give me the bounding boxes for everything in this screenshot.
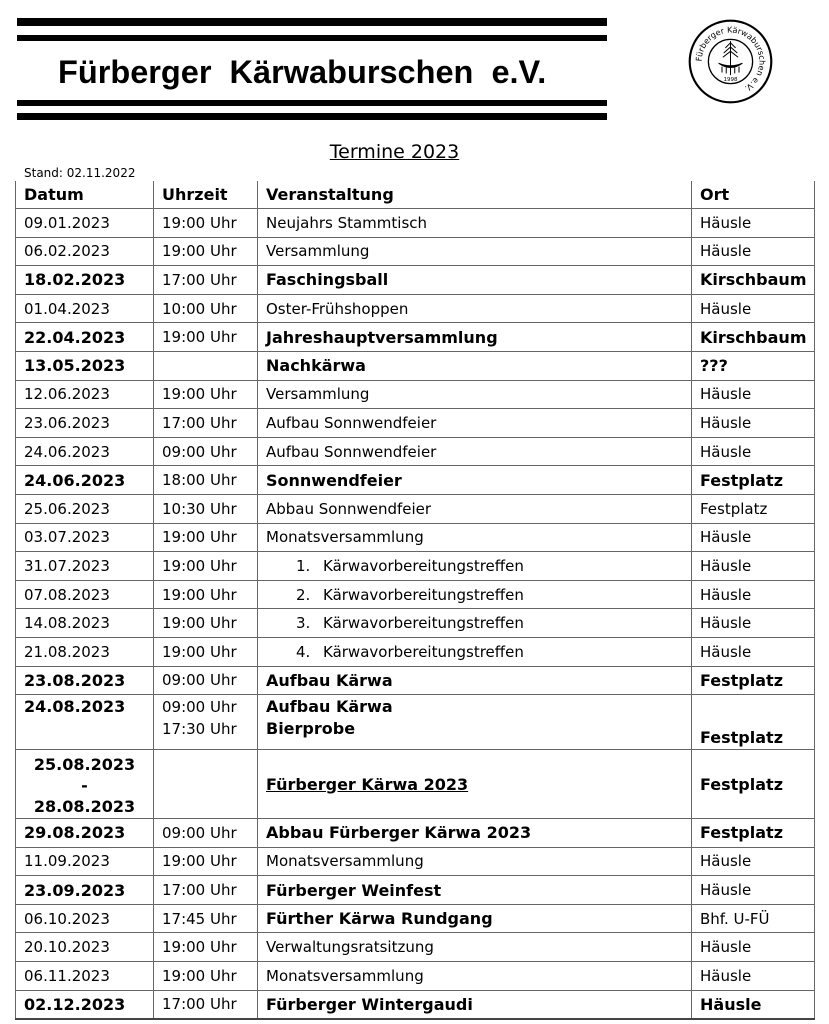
date-text: 12.06.2023 xyxy=(24,385,110,404)
date-text: 09.01.2023 xyxy=(24,213,110,232)
date-separator: - xyxy=(81,775,88,795)
date-text: 25.06.2023 xyxy=(24,499,110,518)
time-cell xyxy=(154,294,258,323)
time-cell xyxy=(154,209,258,238)
time-cell xyxy=(154,466,258,495)
place-text: Häusle xyxy=(700,938,752,957)
date-text: 14.08.2023 xyxy=(24,614,110,633)
time-text: 19:00 Uhr xyxy=(162,556,237,575)
event-text: Versammlung xyxy=(266,385,370,404)
table-row xyxy=(16,637,815,666)
time-text: 17:30 Uhr xyxy=(162,720,237,739)
place-cell xyxy=(692,847,815,876)
date-cell xyxy=(16,552,154,581)
time-text: 19:00 Uhr xyxy=(162,938,237,957)
event-cell xyxy=(258,847,692,876)
list-number: 3. xyxy=(296,614,311,633)
place-cell xyxy=(692,904,815,933)
place-cell xyxy=(692,876,815,905)
event-text: Fürberger Kärwa 2023 xyxy=(266,774,469,794)
time-cell xyxy=(154,323,258,352)
header-rule-4 xyxy=(17,113,607,120)
place-cell xyxy=(692,695,815,750)
event-cell xyxy=(258,904,692,933)
place-text: Kirschbaum xyxy=(700,327,807,347)
svg-text:Fürberger Kärwaburschen e.V.: Fürberger Kärwaburschen e.V. xyxy=(694,25,767,93)
date-cell xyxy=(16,876,154,905)
event-cell xyxy=(258,819,692,848)
place-cell xyxy=(692,323,815,352)
place-text: Häusle xyxy=(700,242,752,261)
event-cell xyxy=(258,637,692,666)
date-cell xyxy=(16,750,154,819)
place-cell xyxy=(692,294,815,323)
header-rule-1 xyxy=(17,18,607,26)
place-cell xyxy=(692,637,815,666)
date-text: 23.08.2023 xyxy=(24,670,126,690)
table-row xyxy=(16,409,815,438)
svg-text:1998: 1998 xyxy=(723,77,738,84)
place-text: Kirschbaum xyxy=(700,270,807,290)
date-text: 07.08.2023 xyxy=(24,585,110,604)
time-cell xyxy=(154,847,258,876)
time-text: 17:00 Uhr xyxy=(162,413,237,432)
time-text: 19:00 Uhr xyxy=(162,852,237,871)
place-text: Festplatz xyxy=(700,823,783,843)
place-text: Festplatz xyxy=(700,470,783,490)
table-row xyxy=(16,666,815,695)
time-cell xyxy=(154,580,258,609)
event-cell xyxy=(258,876,692,905)
event-text: Aufbau Sonnwendfeier xyxy=(266,413,437,432)
place-text: ??? xyxy=(700,356,728,376)
date-cell xyxy=(16,266,154,295)
place-cell xyxy=(692,666,815,695)
time-text: 19:00 Uhr xyxy=(162,242,237,261)
table-row xyxy=(16,609,815,638)
place-text: Häusle xyxy=(700,585,752,604)
date-text: 02.12.2023 xyxy=(24,994,126,1014)
document-title: Termine 2023 xyxy=(329,141,460,163)
place-text: Häusle xyxy=(700,642,752,661)
event-cell xyxy=(258,580,692,609)
place-cell xyxy=(692,609,815,638)
place-cell xyxy=(692,962,815,991)
date-cell xyxy=(16,523,154,552)
place-text: Häusle xyxy=(700,966,752,985)
time-cell xyxy=(154,437,258,466)
event-text: Oster-Frühshoppen xyxy=(266,299,409,318)
event-cell xyxy=(258,294,692,323)
date-cell xyxy=(16,237,154,266)
time-text: 19:00 Uhr xyxy=(162,528,237,547)
place-text: Bhf. U-FÜ xyxy=(700,909,770,928)
table-row xyxy=(16,552,815,581)
place-cell xyxy=(692,466,815,495)
column-header-date: Datum xyxy=(16,181,154,209)
time-cell xyxy=(154,695,258,750)
date-to: 28.08.2023 xyxy=(33,796,136,816)
event-text: Monatsversammlung xyxy=(266,966,424,985)
table-row xyxy=(16,294,815,323)
time-cell xyxy=(154,237,258,266)
event-cell xyxy=(258,695,692,750)
event-cell xyxy=(258,237,692,266)
column-header-place: Ort xyxy=(692,181,815,209)
date-cell xyxy=(16,294,154,323)
date-text: 23.09.2023 xyxy=(24,880,126,900)
date-text: 06.02.2023 xyxy=(24,242,110,261)
event-cell xyxy=(258,494,692,523)
table-row xyxy=(16,962,815,991)
club-seal-logo xyxy=(688,19,773,104)
time-text: 19:00 Uhr xyxy=(162,642,237,661)
table-row xyxy=(16,523,815,552)
place-text: Häusle xyxy=(700,299,752,318)
date-text: 31.07.2023 xyxy=(24,556,110,575)
time-cell xyxy=(154,819,258,848)
date-cell xyxy=(16,904,154,933)
place-cell xyxy=(692,523,815,552)
events-table xyxy=(15,181,815,1020)
date-cell xyxy=(16,695,154,750)
table-row xyxy=(16,266,815,295)
date-cell xyxy=(16,494,154,523)
place-cell xyxy=(692,990,815,1019)
table-row xyxy=(16,380,815,409)
event-text: Versammlung xyxy=(266,242,370,261)
event-text: Aufbau Sonnwendfeier xyxy=(266,442,437,461)
place-cell xyxy=(692,409,815,438)
place-text: Häusle xyxy=(700,881,752,900)
date-text: 20.10.2023 xyxy=(24,938,110,957)
date-text: 06.10.2023 xyxy=(24,909,110,928)
table-row xyxy=(16,437,815,466)
event-text: Bierprobe xyxy=(266,719,356,739)
time-text: 09:00 Uhr xyxy=(162,823,237,842)
time-cell xyxy=(154,750,258,819)
time-text: 19:00 Uhr xyxy=(162,385,237,404)
time-text: 10:30 Uhr xyxy=(162,499,237,518)
place-text: Häusle xyxy=(700,213,752,232)
time-cell xyxy=(154,409,258,438)
time-cell xyxy=(154,351,258,380)
place-cell xyxy=(692,380,815,409)
date-text: 06.11.2023 xyxy=(24,966,110,985)
event-text: Kärwavorbereitungstreffen xyxy=(323,614,524,633)
place-cell xyxy=(692,750,815,819)
time-text: 17:00 Uhr xyxy=(162,881,237,900)
time-cell xyxy=(154,380,258,409)
event-text: Fürberger Wintergaudi xyxy=(266,994,473,1014)
table-row xyxy=(16,494,815,523)
table-row xyxy=(16,466,815,495)
time-cell xyxy=(154,666,258,695)
date-cell xyxy=(16,209,154,238)
table-row xyxy=(16,933,815,962)
stand-date: Stand: 02.11.2022 xyxy=(24,166,136,180)
event-text: Aufbau Kärwa xyxy=(266,670,393,690)
event-cell xyxy=(258,990,692,1019)
event-cell xyxy=(258,323,692,352)
list-number: 2. xyxy=(296,585,311,604)
time-text: 09:00 Uhr xyxy=(162,671,237,690)
date-text: 24.08.2023 xyxy=(24,697,126,717)
event-text: Aufbau Kärwa xyxy=(266,697,393,717)
time-cell xyxy=(154,904,258,933)
date-cell xyxy=(16,580,154,609)
list-number: 1. xyxy=(296,556,311,575)
date-text: 24.06.2023 xyxy=(24,442,110,461)
place-text: Festplatz xyxy=(700,670,783,690)
event-text: Fürther Kärwa Rundgang xyxy=(266,909,493,929)
time-text: 19:00 Uhr xyxy=(162,966,237,985)
column-header-time: Uhrzeit xyxy=(154,181,258,209)
time-text: 09:00 Uhr xyxy=(162,442,237,461)
event-text: Monatsversammlung xyxy=(266,852,424,871)
place-cell xyxy=(692,933,815,962)
event-cell xyxy=(258,380,692,409)
table-row xyxy=(16,580,815,609)
event-cell xyxy=(258,209,692,238)
table-row xyxy=(16,237,815,266)
event-cell xyxy=(258,609,692,638)
time-text: 10:00 Uhr xyxy=(162,299,237,318)
date-cell xyxy=(16,409,154,438)
date-cell xyxy=(16,933,154,962)
place-text: Festplatz xyxy=(700,499,768,518)
header-rule-2 xyxy=(17,35,607,41)
event-text: Nachkärwa xyxy=(266,356,366,376)
table-row xyxy=(16,750,815,819)
date-from: 25.08.2023 xyxy=(33,754,136,774)
time-cell xyxy=(154,933,258,962)
date-cell xyxy=(16,437,154,466)
date-cell xyxy=(16,323,154,352)
time-cell xyxy=(154,552,258,581)
time-text: 19:00 Uhr xyxy=(162,585,237,604)
event-text: Kärwavorbereitungstreffen xyxy=(323,585,524,604)
place-cell xyxy=(692,494,815,523)
event-text: Abbau Fürberger Kärwa 2023 xyxy=(266,823,532,843)
table-row xyxy=(16,323,815,352)
event-text: Faschingsball xyxy=(266,270,389,290)
date-text: 21.08.2023 xyxy=(24,642,110,661)
place-cell xyxy=(692,552,815,581)
date-cell xyxy=(16,609,154,638)
place-cell xyxy=(692,819,815,848)
time-text: 17:00 Uhr xyxy=(162,995,237,1014)
date-text: 13.05.2023 xyxy=(24,356,126,376)
event-cell xyxy=(258,666,692,695)
date-text: 29.08.2023 xyxy=(24,823,126,843)
table-row xyxy=(16,819,815,848)
event-cell xyxy=(258,351,692,380)
date-text: 24.06.2023 xyxy=(24,470,126,490)
table-row xyxy=(16,904,815,933)
time-cell xyxy=(154,609,258,638)
place-text: Häusle xyxy=(700,442,752,461)
date-cell xyxy=(16,666,154,695)
date-cell xyxy=(16,847,154,876)
table-row xyxy=(16,209,815,238)
place-text: Häusle xyxy=(700,413,752,432)
place-text: Häusle xyxy=(700,528,752,547)
time-cell xyxy=(154,266,258,295)
place-text: Festplatz xyxy=(700,774,783,794)
table-header-row xyxy=(16,181,815,209)
event-text: Abbau Sonnwendfeier xyxy=(266,499,432,518)
time-cell xyxy=(154,523,258,552)
time-text: 18:00 Uhr xyxy=(162,471,237,490)
place-text: Festplatz xyxy=(700,728,783,748)
event-text: Neujahrs Stammtisch xyxy=(266,213,428,232)
date-text: 23.06.2023 xyxy=(24,413,110,432)
time-cell xyxy=(154,876,258,905)
time-cell xyxy=(154,494,258,523)
event-cell xyxy=(258,437,692,466)
event-cell xyxy=(258,266,692,295)
event-text: Fürberger Weinfest xyxy=(266,880,442,900)
time-text: 09:00 Uhr xyxy=(162,698,237,717)
date-cell xyxy=(16,990,154,1019)
date-text: 01.04.2023 xyxy=(24,299,110,318)
event-cell xyxy=(258,552,692,581)
time-text: 19:00 Uhr xyxy=(162,328,237,347)
place-cell xyxy=(692,351,815,380)
date-cell xyxy=(16,637,154,666)
date-text: 18.02.2023 xyxy=(24,270,126,290)
event-text: Monatsversammlung xyxy=(266,528,424,547)
place-text: Häusle xyxy=(700,994,762,1014)
event-text: Kärwavorbereitungstreffen xyxy=(323,556,524,575)
place-cell xyxy=(692,266,815,295)
list-number: 4. xyxy=(296,642,311,661)
event-cell xyxy=(258,962,692,991)
time-cell xyxy=(154,990,258,1019)
table-row xyxy=(16,990,815,1019)
time-text: 19:00 Uhr xyxy=(162,614,237,633)
date-cell xyxy=(16,380,154,409)
date-cell xyxy=(16,466,154,495)
place-text: Häusle xyxy=(700,614,752,633)
place-cell xyxy=(692,437,815,466)
event-text: Jahreshauptversammlung xyxy=(266,327,498,347)
event-cell xyxy=(258,750,692,819)
place-cell xyxy=(692,237,815,266)
date-text: 22.04.2023 xyxy=(24,327,126,347)
table-row xyxy=(16,695,815,750)
place-text: Häusle xyxy=(700,556,752,575)
place-text: Häusle xyxy=(700,385,752,404)
date-text: 11.09.2023 xyxy=(24,852,110,871)
event-text: Kärwavorbereitungstreffen xyxy=(323,642,524,661)
place-text: Häusle xyxy=(700,852,752,871)
table-row xyxy=(16,876,815,905)
date-cell xyxy=(16,962,154,991)
event-cell xyxy=(258,466,692,495)
club-title: Fürberger Kärwaburschen e.V. xyxy=(58,54,547,90)
date-cell xyxy=(16,351,154,380)
time-cell xyxy=(154,637,258,666)
date-cell xyxy=(16,819,154,848)
place-cell xyxy=(692,209,815,238)
table-row xyxy=(16,351,815,380)
time-text: 17:45 Uhr xyxy=(162,909,237,928)
event-cell xyxy=(258,409,692,438)
event-cell xyxy=(258,523,692,552)
table-row xyxy=(16,847,815,876)
event-text: Sonnwendfeier xyxy=(266,470,402,490)
time-text: 19:00 Uhr xyxy=(162,213,237,232)
event-text: Verwaltungsratsitzung xyxy=(266,938,434,957)
time-text: 17:00 Uhr xyxy=(162,270,237,289)
date-text: 03.07.2023 xyxy=(24,528,110,547)
column-header-event: Veranstaltung xyxy=(258,181,692,209)
header-rule-3 xyxy=(17,100,607,106)
time-cell xyxy=(154,962,258,991)
event-cell xyxy=(258,933,692,962)
place-cell xyxy=(692,580,815,609)
